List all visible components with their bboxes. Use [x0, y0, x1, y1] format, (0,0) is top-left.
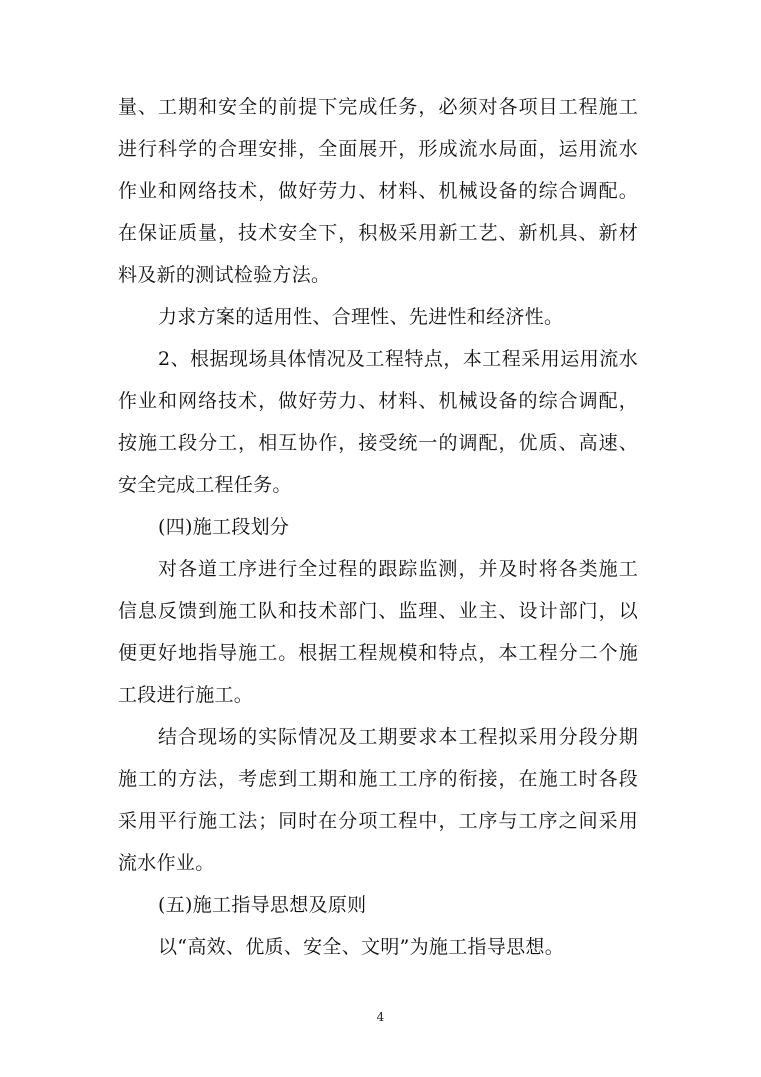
paragraph-continuation: 量、工期和安全的前提下完成任务，必须对各项目工程施工进行科学的合理安排，全面展开，形成流水局面，运用流水作业和网络技术，做好劳力、材料、机械设备的综合调配。在保证质量，技术安全下，积极采用新工艺、新机具、新材料及新的测试检验方法。: [118, 96, 638, 286]
paragraph-monitoring: 对各道工序进行全过程的跟踪监测，并及时将各类施工信息反馈到施工队和技术部门、监理、业主、设计部门，以便更好地指导施工。根据工程规模和特点，本工程分二个施工段进行施工。: [118, 558, 638, 706]
page-number: 4: [376, 1010, 385, 1024]
paragraph-item-2: 2、根据现场具体情况及工程特点，本工程采用运用流水作业和网络技术，做好劳力、材料、机械设备的综合调配，按施工段分工，相互协作，接受统一的调配，优质、高速、安全完成工程任务。: [118, 348, 638, 496]
section-heading-guiding-ideology: (五)施工指导思想及原则: [158, 894, 367, 916]
section-heading-construction-segments: (四)施工段划分: [158, 516, 290, 538]
paragraph-principle: 力求方案的适用性、合理性、先进性和经济性。: [158, 306, 564, 328]
paragraph-guiding-ideology: 以“高效、优质、安全、文明”为施工指导思想。: [158, 936, 565, 958]
document-body: [118, 86, 638, 968]
paragraph-segmented-construction: 结合现场的实际情况及工期要求本工程拟采用分段分期施工的方法，考虑到工期和施工工序的衔接，在施工时各段采用平行施工法；同时在分项工程中，工序与工序之间采用流水作业。: [118, 726, 638, 874]
